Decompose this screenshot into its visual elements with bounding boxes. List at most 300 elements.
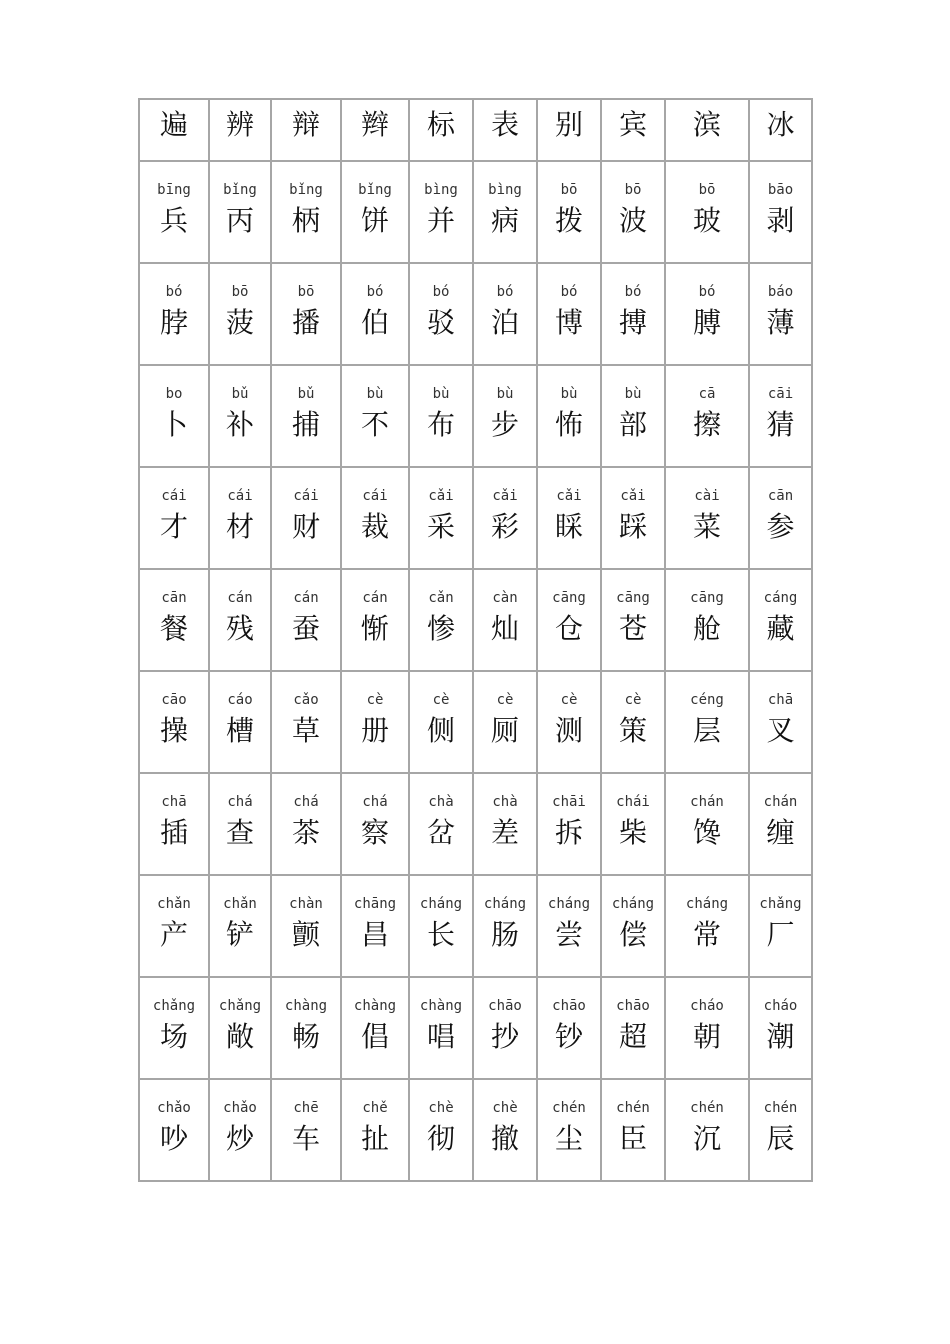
table-row bbox=[139, 569, 812, 671]
character-cell bbox=[601, 365, 665, 467]
character-cell bbox=[271, 1079, 341, 1181]
pinyin-label: cái bbox=[362, 488, 388, 504]
character-cell bbox=[409, 161, 473, 263]
character-cell bbox=[271, 467, 341, 569]
hanzi-character: 财 bbox=[291, 510, 320, 543]
hanzi-character: 吵 bbox=[159, 1122, 188, 1155]
character-cell bbox=[749, 365, 812, 467]
pinyin-label: bō bbox=[560, 182, 578, 198]
pinyin-label: báo bbox=[767, 284, 794, 300]
pinyin-label: cáo bbox=[227, 692, 253, 708]
hanzi-character: 补 bbox=[225, 408, 254, 441]
hanzi-character: 玻 bbox=[692, 204, 721, 237]
hanzi-character: 搏 bbox=[618, 306, 647, 339]
hanzi-character: 膊 bbox=[692, 306, 721, 339]
hanzi-character: 叉 bbox=[766, 714, 795, 747]
character-cell bbox=[473, 875, 537, 977]
hanzi-character: 炒 bbox=[225, 1122, 254, 1155]
hanzi-character: 察 bbox=[360, 816, 389, 849]
character-cell bbox=[473, 467, 537, 569]
character-cell bbox=[601, 161, 665, 263]
pinyin-label: cán bbox=[293, 590, 319, 606]
hanzi-character: 场 bbox=[159, 1020, 188, 1053]
character-cell bbox=[341, 773, 409, 875]
pinyin-label: cǎo bbox=[293, 692, 319, 708]
hanzi-character: 薄 bbox=[766, 306, 795, 339]
character-cell bbox=[139, 977, 209, 1079]
pinyin-label: cái bbox=[227, 488, 253, 504]
pinyin-label: cāng bbox=[552, 590, 586, 606]
hanzi-character: 厕 bbox=[490, 714, 519, 747]
hanzi-character: 槽 bbox=[225, 714, 254, 747]
hanzi-character: 层 bbox=[692, 714, 721, 747]
pinyin-label: chàng bbox=[284, 998, 328, 1014]
character-cell bbox=[209, 99, 271, 161]
pinyin-label: cài bbox=[694, 488, 720, 504]
pinyin-label: chán bbox=[763, 794, 798, 810]
character-cell bbox=[665, 773, 749, 875]
hanzi-character: 菠 bbox=[225, 306, 254, 339]
table-row bbox=[139, 99, 812, 161]
hanzi-character: 偿 bbox=[618, 918, 647, 951]
pinyin-label: chāo bbox=[488, 998, 522, 1014]
pinyin-label: bìng bbox=[424, 182, 458, 198]
pinyin-label: cháo bbox=[763, 998, 798, 1014]
hanzi-character: 侧 bbox=[426, 714, 455, 747]
character-cell bbox=[665, 569, 749, 671]
character-cell bbox=[271, 977, 341, 1079]
pinyin-label: cān bbox=[161, 590, 187, 606]
character-cell bbox=[209, 773, 271, 875]
hanzi-character: 昌 bbox=[360, 918, 389, 951]
hanzi-character: 猜 bbox=[766, 408, 795, 441]
hanzi-character: 驳 bbox=[426, 306, 455, 339]
character-cell bbox=[473, 365, 537, 467]
hanzi-character: 产 bbox=[159, 918, 188, 951]
character-cell bbox=[665, 365, 749, 467]
hanzi-character: 茶 bbox=[291, 816, 320, 849]
character-cell bbox=[665, 263, 749, 365]
character-cell bbox=[209, 467, 271, 569]
pinyin-label: chǎng bbox=[218, 998, 262, 1014]
pinyin-label: chāo bbox=[616, 998, 650, 1014]
pinyin-label: chà bbox=[492, 794, 518, 810]
character-cell bbox=[537, 671, 601, 773]
character-cell bbox=[473, 671, 537, 773]
hanzi-character: 饼 bbox=[360, 204, 389, 237]
character-cell bbox=[409, 875, 473, 977]
pinyin-label: chē bbox=[293, 1100, 319, 1116]
pinyin-label: chǎng bbox=[152, 998, 196, 1014]
pinyin-character-table bbox=[138, 98, 813, 1182]
hanzi-character: 不 bbox=[360, 408, 389, 441]
character-cell bbox=[665, 467, 749, 569]
hanzi-character: 卜 bbox=[159, 408, 188, 441]
hanzi-character: 菜 bbox=[692, 510, 721, 543]
hanzi-character: 播 bbox=[291, 306, 320, 339]
hanzi-character: 差 bbox=[490, 816, 519, 849]
hanzi-character: 布 bbox=[426, 408, 455, 441]
pinyin-label: bù bbox=[560, 386, 578, 402]
character-cell bbox=[409, 569, 473, 671]
pinyin-label: cáng bbox=[763, 590, 798, 606]
hanzi-character: 缠 bbox=[766, 816, 795, 849]
character-cell bbox=[749, 773, 812, 875]
character-cell bbox=[473, 161, 537, 263]
character-cell bbox=[341, 263, 409, 365]
hanzi-character: 博 bbox=[554, 306, 583, 339]
hanzi-character: 餐 bbox=[159, 612, 188, 645]
hanzi-character: 剥 bbox=[766, 204, 795, 237]
hanzi-character: 常 bbox=[692, 918, 721, 951]
table-row bbox=[139, 977, 812, 1079]
table-row bbox=[139, 263, 812, 365]
character-cell bbox=[601, 99, 665, 161]
character-cell bbox=[473, 263, 537, 365]
character-cell bbox=[271, 161, 341, 263]
character-cell bbox=[341, 161, 409, 263]
character-cell bbox=[139, 365, 209, 467]
hanzi-character: 别 bbox=[554, 108, 583, 141]
character-cell bbox=[473, 773, 537, 875]
character-cell bbox=[341, 99, 409, 161]
pinyin-label: bó bbox=[560, 284, 578, 300]
hanzi-character: 惭 bbox=[360, 612, 389, 645]
pinyin-label: chàng bbox=[353, 998, 397, 1014]
character-cell bbox=[271, 773, 341, 875]
character-cell bbox=[139, 671, 209, 773]
hanzi-character: 辨 bbox=[225, 108, 254, 141]
character-cell bbox=[537, 263, 601, 365]
pinyin-label: bō bbox=[297, 284, 315, 300]
pinyin-label: bō bbox=[624, 182, 642, 198]
pinyin-label: bù bbox=[432, 386, 450, 402]
hanzi-character: 插 bbox=[159, 816, 188, 849]
pinyin-label: chāi bbox=[552, 794, 586, 810]
character-cell bbox=[665, 161, 749, 263]
character-cell bbox=[749, 263, 812, 365]
character-cell bbox=[601, 977, 665, 1079]
character-cell bbox=[341, 569, 409, 671]
character-cell bbox=[139, 773, 209, 875]
character-cell bbox=[271, 99, 341, 161]
hanzi-character: 尝 bbox=[554, 918, 583, 951]
hanzi-character: 柄 bbox=[291, 204, 320, 237]
character-cell bbox=[601, 875, 665, 977]
table-row bbox=[139, 773, 812, 875]
character-cell bbox=[665, 1079, 749, 1181]
hanzi-character: 测 bbox=[554, 714, 583, 747]
character-cell bbox=[537, 875, 601, 977]
hanzi-character: 扯 bbox=[360, 1122, 389, 1155]
pinyin-label: bō bbox=[698, 182, 716, 198]
pinyin-label: càn bbox=[492, 590, 518, 606]
table-row bbox=[139, 161, 812, 263]
pinyin-label: cǎi bbox=[492, 488, 518, 504]
pinyin-label: chǎo bbox=[157, 1100, 191, 1116]
character-cell bbox=[473, 99, 537, 161]
pinyin-label: chǎng bbox=[759, 896, 802, 912]
pinyin-label: bīng bbox=[157, 182, 191, 198]
hanzi-character: 表 bbox=[490, 108, 519, 141]
hanzi-character: 伯 bbox=[360, 306, 389, 339]
hanzi-character: 敞 bbox=[225, 1020, 254, 1053]
hanzi-character: 臣 bbox=[618, 1122, 647, 1155]
hanzi-character: 彻 bbox=[426, 1122, 455, 1155]
hanzi-character: 查 bbox=[225, 816, 254, 849]
character-cell bbox=[473, 1079, 537, 1181]
character-cell bbox=[749, 99, 812, 161]
character-cell bbox=[601, 467, 665, 569]
hanzi-character: 馋 bbox=[692, 816, 721, 849]
hanzi-character: 部 bbox=[618, 408, 647, 441]
hanzi-character: 册 bbox=[360, 714, 389, 747]
hanzi-character: 唱 bbox=[426, 1020, 455, 1053]
pinyin-label: cāng bbox=[616, 590, 650, 606]
pinyin-label: chā bbox=[161, 794, 187, 810]
pinyin-label: bō bbox=[231, 284, 249, 300]
hanzi-character: 尘 bbox=[554, 1122, 583, 1155]
character-cell bbox=[409, 1079, 473, 1181]
pinyin-label: chá bbox=[227, 794, 253, 810]
character-cell bbox=[209, 365, 271, 467]
pinyin-label: cái bbox=[293, 488, 319, 504]
character-cell bbox=[537, 977, 601, 1079]
hanzi-character: 彩 bbox=[490, 510, 519, 543]
pinyin-label: chén bbox=[690, 1100, 724, 1116]
pinyin-label: chá bbox=[362, 794, 388, 810]
pinyin-label: bǐng bbox=[223, 182, 257, 198]
hanzi-character: 脖 bbox=[159, 306, 188, 339]
character-cell bbox=[749, 161, 812, 263]
character-cell bbox=[409, 263, 473, 365]
character-cell bbox=[209, 875, 271, 977]
table-row bbox=[139, 365, 812, 467]
hanzi-character: 材 bbox=[225, 510, 254, 543]
pinyin-label: cè bbox=[560, 692, 578, 708]
character-cell bbox=[665, 671, 749, 773]
table-row bbox=[139, 1079, 812, 1181]
character-cell bbox=[749, 875, 812, 977]
hanzi-character: 兵 bbox=[159, 204, 188, 237]
pinyin-label: chàn bbox=[289, 896, 323, 912]
character-cell bbox=[537, 1079, 601, 1181]
hanzi-character: 步 bbox=[490, 408, 519, 441]
pinyin-label: bó bbox=[698, 284, 716, 300]
pinyin-label: bǐng bbox=[358, 182, 392, 198]
hanzi-character: 睬 bbox=[554, 510, 583, 543]
hanzi-character: 怖 bbox=[554, 408, 583, 441]
hanzi-character: 冰 bbox=[766, 108, 795, 141]
hanzi-character: 钞 bbox=[554, 1020, 583, 1053]
character-cell bbox=[537, 365, 601, 467]
character-cell bbox=[537, 161, 601, 263]
pinyin-label: cán bbox=[227, 590, 253, 606]
character-cell bbox=[341, 977, 409, 1079]
character-cell bbox=[409, 977, 473, 1079]
character-cell bbox=[271, 875, 341, 977]
character-cell bbox=[601, 671, 665, 773]
pinyin-label: cái bbox=[161, 488, 187, 504]
hanzi-character: 残 bbox=[225, 612, 254, 645]
pinyin-label: cā bbox=[698, 386, 716, 402]
pinyin-label: chǎo bbox=[223, 1100, 257, 1116]
character-cell bbox=[341, 875, 409, 977]
character-cell bbox=[409, 99, 473, 161]
hanzi-character: 撤 bbox=[490, 1122, 519, 1155]
hanzi-character: 长 bbox=[426, 918, 455, 951]
character-cell bbox=[271, 671, 341, 773]
hanzi-character: 泊 bbox=[490, 306, 519, 339]
character-cell bbox=[409, 467, 473, 569]
pinyin-label: bǔ bbox=[297, 386, 315, 402]
hanzi-character: 厂 bbox=[766, 918, 795, 951]
pinyin-label: bǐng bbox=[289, 182, 323, 198]
character-cell bbox=[537, 773, 601, 875]
hanzi-character: 采 bbox=[426, 510, 455, 543]
hanzi-character: 病 bbox=[490, 204, 519, 237]
hanzi-character: 拆 bbox=[554, 816, 583, 849]
pinyin-label: cè bbox=[432, 692, 450, 708]
pinyin-label: cè bbox=[624, 692, 642, 708]
character-cell bbox=[665, 977, 749, 1079]
character-cell bbox=[341, 467, 409, 569]
pinyin-label: bù bbox=[366, 386, 384, 402]
character-cell bbox=[271, 569, 341, 671]
character-cell bbox=[271, 365, 341, 467]
character-cell bbox=[409, 365, 473, 467]
pinyin-label: bù bbox=[624, 386, 642, 402]
hanzi-character: 才 bbox=[159, 510, 188, 543]
character-cell bbox=[665, 875, 749, 977]
pinyin-label: bo bbox=[165, 386, 183, 402]
character-cell bbox=[139, 263, 209, 365]
character-cell bbox=[537, 569, 601, 671]
hanzi-character: 藏 bbox=[766, 612, 795, 645]
pinyin-label: chái bbox=[616, 794, 650, 810]
hanzi-character: 参 bbox=[766, 510, 795, 543]
pinyin-label: cháo bbox=[690, 998, 724, 1014]
character-cell bbox=[139, 569, 209, 671]
pinyin-label: cān bbox=[767, 488, 794, 504]
character-cell bbox=[341, 1079, 409, 1181]
hanzi-character: 潮 bbox=[766, 1020, 795, 1053]
pinyin-label: cháng bbox=[611, 896, 655, 912]
character-cell bbox=[341, 671, 409, 773]
hanzi-character: 抄 bbox=[490, 1020, 519, 1053]
pinyin-label: chá bbox=[293, 794, 319, 810]
pinyin-label: chà bbox=[428, 794, 454, 810]
hanzi-character: 擦 bbox=[692, 408, 721, 441]
hanzi-character: 辩 bbox=[291, 108, 320, 141]
pinyin-label: cǎn bbox=[428, 590, 454, 606]
hanzi-character: 拨 bbox=[554, 204, 583, 237]
hanzi-character: 踩 bbox=[618, 510, 647, 543]
hanzi-character: 颤 bbox=[291, 918, 320, 951]
pinyin-label: cāng bbox=[690, 590, 724, 606]
pinyin-label: bìng bbox=[488, 182, 522, 198]
hanzi-character: 并 bbox=[426, 204, 455, 237]
character-cell bbox=[139, 161, 209, 263]
pinyin-label: bó bbox=[624, 284, 642, 300]
character-cell bbox=[271, 263, 341, 365]
pinyin-label: cè bbox=[496, 692, 514, 708]
pinyin-label: céng bbox=[690, 692, 724, 708]
pinyin-label: chén bbox=[552, 1100, 586, 1116]
hanzi-character: 沉 bbox=[692, 1122, 721, 1155]
pinyin-label: cāi bbox=[767, 386, 794, 402]
character-cell bbox=[749, 569, 812, 671]
pinyin-label: cǎi bbox=[428, 488, 454, 504]
pinyin-label: chǎn bbox=[223, 896, 257, 912]
hanzi-character: 倡 bbox=[360, 1020, 389, 1053]
pinyin-label: bó bbox=[366, 284, 384, 300]
hanzi-character: 宾 bbox=[618, 108, 647, 141]
hanzi-character: 蚕 bbox=[291, 612, 320, 645]
table-row bbox=[139, 467, 812, 569]
character-cell bbox=[409, 671, 473, 773]
character-cell bbox=[209, 671, 271, 773]
hanzi-character: 朝 bbox=[692, 1020, 721, 1053]
hanzi-character: 惨 bbox=[426, 612, 455, 645]
hanzi-character: 草 bbox=[291, 714, 320, 747]
character-cell bbox=[749, 467, 812, 569]
pinyin-label: cāo bbox=[161, 692, 187, 708]
character-cell bbox=[537, 99, 601, 161]
hanzi-character: 丙 bbox=[225, 204, 254, 237]
pinyin-label: chán bbox=[690, 794, 724, 810]
hanzi-character: 辰 bbox=[766, 1122, 795, 1155]
hanzi-character: 肠 bbox=[490, 918, 519, 951]
pinyin-label: chā bbox=[767, 692, 794, 708]
hanzi-character: 铲 bbox=[225, 918, 254, 951]
pinyin-label: cè bbox=[366, 692, 384, 708]
pinyin-label: chāng bbox=[353, 896, 397, 912]
hanzi-character: 标 bbox=[426, 108, 455, 141]
character-cell bbox=[209, 569, 271, 671]
character-cell bbox=[473, 569, 537, 671]
hanzi-character: 柴 bbox=[618, 816, 647, 849]
pinyin-label: chè bbox=[492, 1100, 518, 1116]
character-cell bbox=[209, 977, 271, 1079]
pinyin-label: bǔ bbox=[231, 386, 249, 402]
pinyin-label: cháng bbox=[685, 896, 729, 912]
hanzi-character: 灿 bbox=[490, 612, 519, 645]
pinyin-label: chǎn bbox=[157, 896, 191, 912]
character-cell bbox=[341, 365, 409, 467]
pinyin-label: cán bbox=[362, 590, 388, 606]
table-row bbox=[139, 875, 812, 977]
hanzi-character: 操 bbox=[159, 714, 188, 747]
pinyin-label: chén bbox=[763, 1100, 798, 1116]
hanzi-character: 车 bbox=[291, 1122, 320, 1155]
character-cell bbox=[409, 773, 473, 875]
pinyin-label: chè bbox=[428, 1100, 454, 1116]
character-cell bbox=[209, 161, 271, 263]
hanzi-character: 波 bbox=[618, 204, 647, 237]
hanzi-character: 岔 bbox=[426, 816, 455, 849]
hanzi-character: 捕 bbox=[291, 408, 320, 441]
pinyin-label: chén bbox=[616, 1100, 650, 1116]
character-cell bbox=[139, 99, 209, 161]
character-cell bbox=[665, 99, 749, 161]
character-cell bbox=[537, 467, 601, 569]
hanzi-character: 裁 bbox=[360, 510, 389, 543]
character-cell bbox=[139, 875, 209, 977]
character-cell bbox=[601, 773, 665, 875]
hanzi-character: 辫 bbox=[360, 108, 389, 141]
pinyin-label: chàng bbox=[419, 998, 463, 1014]
